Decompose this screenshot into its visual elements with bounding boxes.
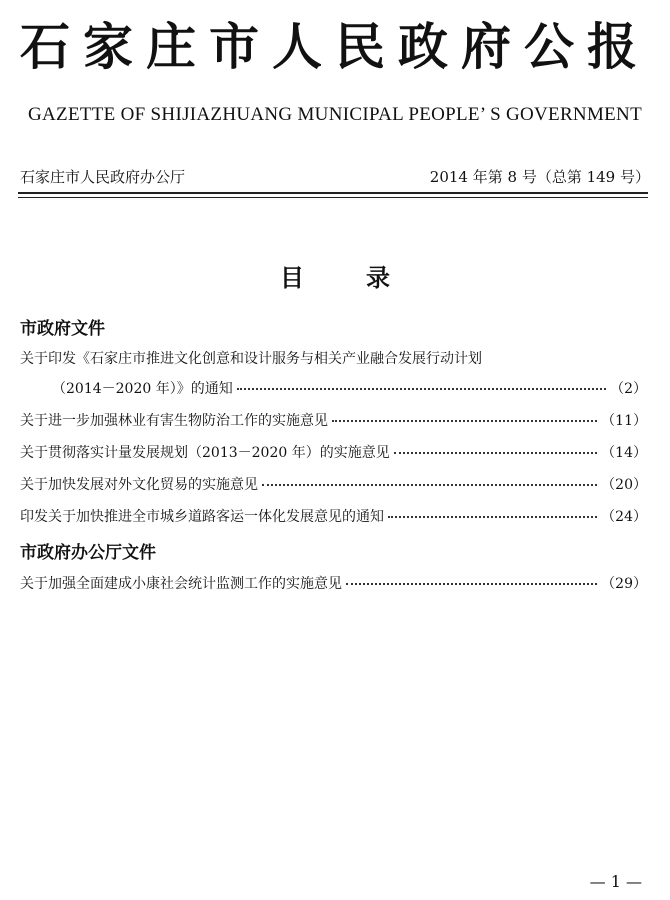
header-rule-thin: [18, 197, 648, 198]
toc-title: [0, 258, 670, 293]
toc-item-page: （2）: [610, 381, 647, 397]
section-heading-office-documents: 市政府办公厅文件: [20, 543, 156, 563]
toc-item-page: （24）: [601, 509, 647, 525]
toc-title-char-2: 录: [366, 264, 390, 292]
page-number: — 1 —: [589, 872, 642, 891]
toc-item-title: （2014－2020 年）》的通知: [52, 381, 233, 397]
toc-item-6[interactable]: [20, 573, 647, 593]
section-heading-municipal-documents: 市政府文件: [20, 319, 105, 339]
toc-item-title: 关于进一步加强林业有害生物防治工作的实施意见: [20, 413, 328, 429]
toc-item-page: （11）: [601, 413, 647, 429]
gazette-english-subtitle: GAZETTE OF SHIJIAZHUANG MUNICIPAL PEOPLE’ S GOVERNMENT: [28, 104, 642, 125]
toc-item-title: 关于加强全面建成小康社会统计监测工作的实施意见: [20, 576, 342, 592]
toc-item-page: （29）: [601, 576, 647, 592]
leader-dots: [332, 420, 597, 422]
toc-title-char-1: 目: [280, 264, 304, 292]
issue-info-bar: [20, 166, 650, 187]
leader-dots: [237, 388, 606, 390]
leader-dots: [394, 452, 597, 454]
toc-item-2[interactable]: [20, 410, 647, 430]
toc-item-5[interactable]: [20, 506, 647, 526]
toc-item-3[interactable]: [20, 442, 647, 462]
toc-item-page: （14）: [601, 445, 647, 461]
toc-item-title: 关于加快发展对外文化贸易的实施意见: [20, 477, 258, 493]
header-rule-thick: [18, 192, 648, 194]
toc-item-title: 印发关于加快推进全市城乡道路客运一体化发展意见的通知: [20, 509, 384, 525]
leader-dots: [262, 484, 597, 486]
leader-dots: [388, 516, 597, 518]
leader-dots: [346, 583, 597, 585]
toc-item-1[interactable]: [52, 378, 647, 398]
toc-item-1-line1[interactable]: 关于印发《石家庄市推进文化创意和设计服务与相关产业融合发展行动计划: [20, 351, 482, 367]
toc-item-page: （20）: [601, 477, 647, 493]
issue-number: 2014 年第 8 号（总第 149 号）: [429, 168, 650, 186]
publisher-name: 石家庄市人民政府办公厅: [20, 168, 186, 186]
toc-item-4[interactable]: [20, 474, 647, 494]
gazette-masthead: 石家庄市人民政府公报: [20, 18, 650, 76]
toc-item-title: 关于贯彻落实计量发展规划（2013－2020 年）的实施意见: [20, 445, 390, 461]
